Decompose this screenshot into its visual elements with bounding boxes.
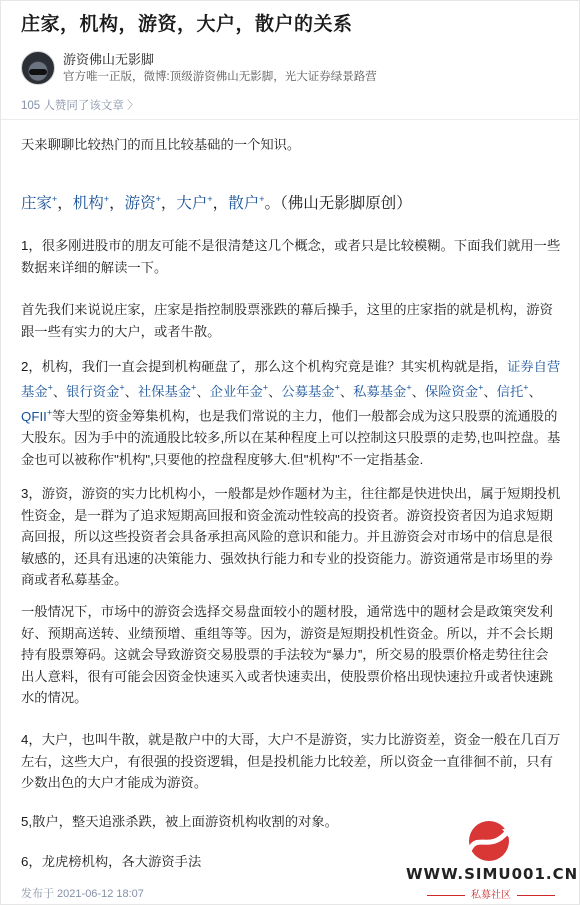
plus-superscript-icon: + [259, 193, 265, 204]
link-separator: 、 [339, 383, 354, 399]
paragraph-5: 一般情况下，市场中的游资会选择交易盘面较小的题材股，通常选中的题材会是政策突发利好、预期高送转、业绩预增、重组等等。因为，游资是短期投机性资金。所以，并不会长期持有股票筹码。这就会导致游资交易股票的手法较为“暴力”，所交易的股票价格走势往往会出人意料，很有可能会因资金快速买入或者快速卖出，使股票价格出现快速拉升或者快速跳水的情况。 [21, 604, 553, 705]
heading-term-link[interactable]: 庄家+ [21, 193, 58, 212]
plus-superscript-icon: + [406, 382, 412, 393]
plus-superscript-icon: + [262, 382, 269, 393]
term-link[interactable]: 证券自营基金+ [21, 359, 561, 399]
link-separator: 、 [268, 383, 282, 399]
link-separator: 、 [196, 383, 210, 399]
paragraph-3-tail: 等大型的资金筹集机构，也是我们常说的主力，他们一般都会成为这只股票的流通股的大股东。因为手中的流通股比较多,所以在某种程度上可以控制这只股票的走势,也叫控盘。基金也可以被称作"机构",只要他的控盘程度够大.但"机构"不一定指基金. [21, 408, 561, 467]
link-separator: 、 [52, 383, 67, 399]
term-link[interactable]: 私募基金+ [353, 382, 412, 399]
plus-superscript-icon: + [155, 193, 161, 204]
header-divider [1, 119, 580, 120]
watermark [406, 819, 579, 903]
plus-superscript-icon: + [334, 382, 340, 393]
paragraph-1: 1，很多刚进股市的朋友可能不是很清楚这几个概念，或者只是比较模糊。下面我们就用一些数据来详细的解读一下。 [21, 238, 561, 275]
paragraph-8: 6，龙虎榜机构，各大游资手法 [21, 854, 202, 869]
watermark-subtext: 私募社区 [406, 886, 576, 901]
term-link[interactable]: QFII+ [21, 407, 53, 424]
author-avatar[interactable] [21, 51, 55, 85]
heading-separator: 。 [264, 195, 280, 212]
heading-term-link[interactable]: 大户+ [176, 193, 213, 212]
term-link[interactable]: 信托+ [496, 382, 529, 399]
paragraph-2: 首先我们来说说庄家，庄家是指控制股票涨跌的幕后操手，这里的庄家指的就是机构，游资跟一些有实力的大户，或者牛散。 [21, 302, 553, 339]
heading-separator: ， [160, 195, 177, 212]
plus-superscript-icon: + [191, 382, 197, 393]
paragraph-3 [21, 356, 561, 470]
heading-separator: ， [212, 195, 229, 212]
term-link[interactable]: 银行资金+ [66, 382, 125, 399]
plus-superscript-icon: + [47, 382, 53, 393]
plus-superscript-icon: + [52, 193, 58, 204]
link-separator: 、 [411, 383, 425, 399]
paragraph-4: 3，游资，游资的实力比机构小，一般都是炒作题材为主，往往都是快进快出，属于短期投机性资金，是一群为了追求短期高回报和资金流动性较高的投资者。游资投资者因为追求短期高回报，所以这些投资者会具备承担高风险的意识和能力。并且游资会对市场中的信息是很敏感的，还具有迅速的决策能力、强效执行能力和专业的投资能力。游资通常是市场里的券商或者私募基金。 [21, 486, 561, 587]
heading-separator: ， [109, 195, 125, 212]
heading-suffix: （佛山无影脚原创） [279, 195, 412, 212]
term-link[interactable]: 公募基金+ [281, 382, 340, 399]
likes-link[interactable]: 105 人赞同了该文章 〉 [21, 100, 139, 112]
section-heading [21, 191, 412, 213]
paragraph-6: 4，大户，也叫牛散，就是散户中的大哥，大户不是游资，实力比游资差，资金一般在几百万左右，这些大户，有很强的投资逻辑，但是投机能力比较差，所以资金一直徘徊不前，只有少数出色的大户才能成为游资。 [21, 732, 561, 790]
link-separator: 、 [483, 383, 497, 399]
heading-terms [21, 195, 280, 212]
intro-paragraph: 天来聊聊比较热门的而且比较基础的一个知识。 [21, 137, 301, 152]
paragraph-3-lead: 2，机构，我们一直会提到机构砸盘了，那么这个机构究竟是谁？其实机构就是指， [21, 359, 508, 374]
paragraph-7: 5,散户，整天追涨杀跌，被上面游资机构收割的对象。 [21, 814, 338, 829]
term-link[interactable]: 保险资金+ [424, 382, 484, 399]
link-separator: 、 [124, 383, 138, 399]
watermark-logo-icon [456, 819, 522, 863]
author-name[interactable]: 游资佛山无影脚 [63, 52, 155, 67]
link-separator: 、 [528, 383, 542, 399]
plus-superscript-icon: + [523, 382, 529, 393]
publish-time: 发布于 2021-06-12 18:07 [21, 888, 144, 900]
plus-superscript-icon: + [478, 382, 484, 393]
term-link[interactable]: 企业年金+ [209, 382, 269, 399]
plus-superscript-icon: + [207, 193, 213, 204]
heading-term-link[interactable]: 游资+ [124, 193, 161, 212]
plus-superscript-icon: + [119, 382, 125, 393]
heading-term-link[interactable]: 散户+ [228, 193, 265, 212]
plus-superscript-icon: + [103, 193, 110, 204]
author-description: 官方唯一正版，微博:顶级游资佛山无影脚，光大证券绿景路营 [63, 71, 377, 83]
watermark-text: WWW.SIMU001.CN [406, 865, 579, 883]
term-link[interactable]: 社保基金+ [137, 382, 197, 399]
article-title: 庄家，机构，游资，大户，散户的关系 [21, 14, 353, 35]
plus-superscript-icon: + [46, 407, 53, 418]
heading-term-link[interactable]: 机构+ [72, 193, 110, 212]
heading-separator: ， [57, 195, 73, 212]
